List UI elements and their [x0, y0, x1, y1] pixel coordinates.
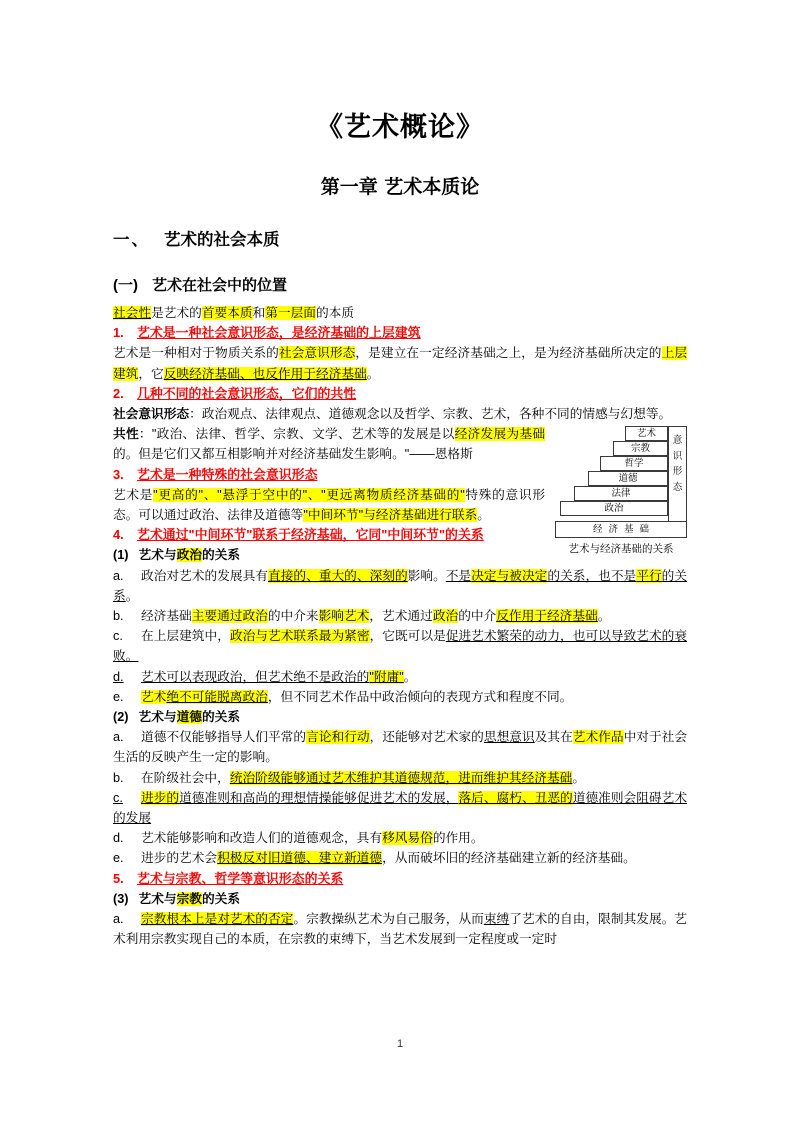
list-item: b. 经济基础主要通过政治的中介来影响艺术，艺术通过政治的中介反作用于经济基础。: [113, 609, 611, 624]
red-heading-1: 1. 艺术是一种社会意识形态，是经济基础的上层建筑: [113, 325, 421, 341]
list-item: d. 艺术能够影响和改造人们的道德观念，具有移风易俗的作用。: [113, 831, 484, 846]
list-item: d. 艺术可以表现政治，但艺术绝不是政治的"附庸"。: [113, 669, 417, 684]
pyramid-step-art: 艺术: [625, 426, 668, 441]
pyramid-graphic: [555, 426, 687, 538]
pyramid-ideology-column: [668, 426, 687, 521]
list-item: a. 政治对艺术的发展具有直接的、重大的、深刻的影响。不是决定与被决定的关系，也不是平行的关系。: [113, 568, 688, 603]
ideology-char-4: 态: [672, 481, 683, 493]
ideology-char-2: 识: [672, 450, 683, 462]
list-item: e. 进步的艺术会积极反对旧道德、建立新道德，从而破坏旧的经济基础建立新的经济基础。: [113, 851, 636, 866]
pyramid-diagram: [555, 426, 687, 556]
list-item: c. 进步的道德准则和高尚的理想情操能够促进艺术的发展，落后、腐朽、丑恶的道德准则会阻碍艺术的发展: [113, 790, 688, 826]
point2-body-b: 共性："政治、法律、哲学、宗教、文学、艺术等的发展是以经济发展为基础的。但是它们又都互相影响并对经济基础发生影响。"——恩格斯: [113, 427, 546, 462]
rel-politics-title: (1) 艺术与政治的关系: [113, 548, 241, 563]
pyramid-step-law: 法律: [574, 486, 668, 501]
section-number: 一、: [113, 231, 150, 249]
subsection-label: 艺术在社会中的位置: [152, 277, 288, 294]
ideology-char-1: 意: [672, 435, 683, 447]
pyramid-step-religion: 宗教: [613, 441, 668, 456]
chapter-title: 第一章 艺术本质论: [320, 176, 480, 198]
intro-line: 社会性是艺术的首要本质和第一层面的本质: [113, 306, 355, 320]
point2-body-a: 社会意识形态：政治观点、法律观点、道德观念以及哲学、宗教、艺术，各种不同的情感与幻想等。: [113, 407, 672, 422]
list-item: e. 艺术绝不可能脱离政治，但不同艺术作品中政治倾向的表现方式和程度不同。: [113, 689, 573, 704]
subsection-number: (一): [113, 277, 138, 294]
ideology-char-3: 形: [672, 466, 683, 478]
red-heading-4: 4. 艺术通过"中间环节"联系于经济基础，它同"中间环节"的关系: [113, 527, 484, 543]
red-heading-3: 3. 艺术是一种特殊的社会意识形态: [113, 466, 318, 482]
pyramid-step-morality: 道德: [588, 471, 668, 486]
page-content: [113, 0, 687, 950]
rel-religion-title: (3) 艺术与宗教的关系: [113, 891, 241, 906]
point3-body: 艺术是"更高的"、"悬浮于空中的"、"更远离物质经济基础的"特殊的意识形态。可以通过政治、法律及道德等"中间环节"与经济基础进行联系。: [113, 487, 546, 523]
diagram-caption: 艺术与经济基础的关系: [568, 543, 674, 556]
pyramid-step-philosophy: 哲学: [600, 456, 668, 471]
list-item: c. 在上层建筑中，政治与艺术联系最为紧密，它既可以是促进艺术繁荣的动力，也可以导致艺术的衰败。: [113, 629, 688, 664]
red-heading-5: 5. 艺术与宗教、哲学等意识形态的关系: [113, 870, 344, 886]
list-item: b. 在阶级社会中，统治阶级能够通过艺术维护其道德规范，进而维护其经济基础。: [113, 770, 586, 785]
rel-morality-title: (2) 艺术与道德的关系: [113, 710, 241, 725]
section-label: 艺术的社会本质: [164, 231, 280, 249]
section-heading-one: [113, 199, 687, 250]
pyramid-base-economic: 经济基础: [555, 521, 687, 538]
document-title: 《艺术概论》: [316, 112, 484, 143]
pyramid-step-politics: 政治: [560, 501, 668, 516]
subsection-heading-one: [113, 250, 687, 303]
point1-body: 艺术是一种相对于物质关系的社会意识形态，是建立在一定经济基础之上，是为经济基础所决定的上层建筑，它反映经济基础、也反作用于经济基础。: [113, 346, 688, 381]
list-item: a. 道德不仅能够指导人们平常的言论和行动，还能够对艺术家的思想意识及其在艺术作品中对于社会生活的反映产生一定的影响。: [113, 730, 688, 765]
page-number: 1: [396, 1038, 404, 1050]
list-item: a. 宗教根本上是对艺术的否定。宗教操纵艺术为自己服务，从而束缚了艺术的自由，限制其发展。艺术利用宗教实现自己的本质，在宗教的束缚下，当艺术发展到一定程度或一定时: [113, 912, 688, 947]
red-heading-2: 2. 几种不同的社会意识形态，它们的共性: [113, 385, 357, 401]
